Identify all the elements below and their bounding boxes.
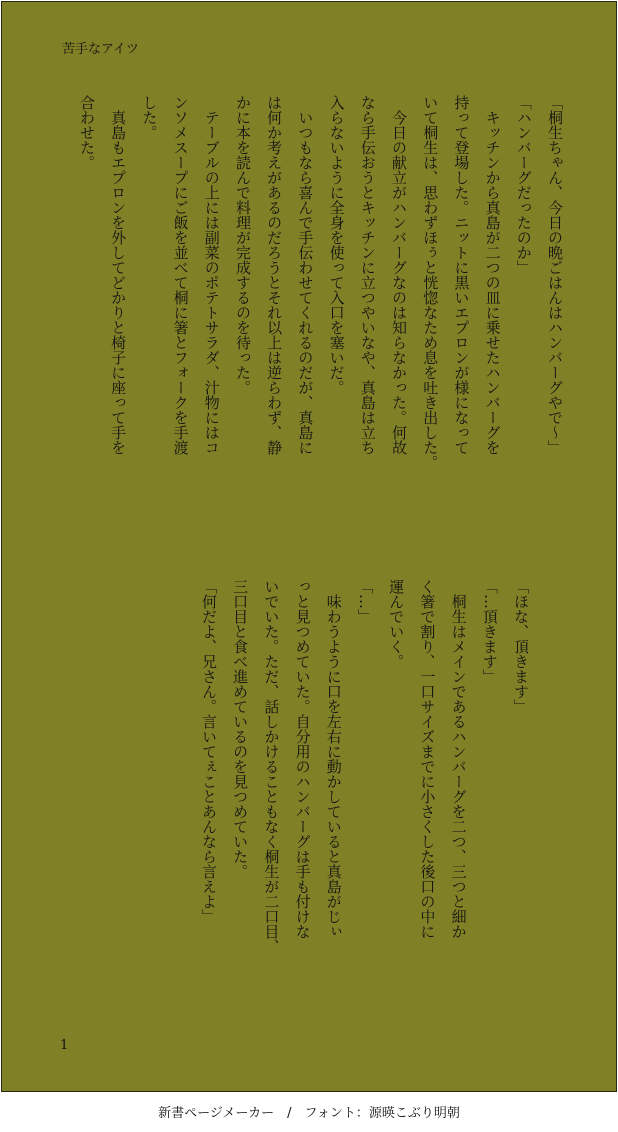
text-line: 「ハンバーグだったのか」 [514,95,533,275]
text-line: いでいた。ただ、話しかけることもなく桐生が二口目、 [262,579,281,954]
text-line: 真島もエプロンを外してどかりと椅子に座って手を [109,95,128,455]
lower-text-block [193,579,536,999]
text-line: っと見つめていた。自分用のハンバーグは手も付けな [293,579,312,939]
text-line: 「…頂きます」 [480,579,499,684]
text-line: いつもなら喜んで手伝わせてくれるのだが、真島に [296,95,315,455]
text-line: 今日の献立がハンバーグなのは知らなかった。何故 [389,95,408,455]
book-page [1,1,617,1092]
text-line: 「…」 [355,579,374,624]
text-line: いて桐生は、思わずほぅと恍惚なため息を吐き出した。 [421,95,440,470]
text-line: 「ほな、頂きます」 [512,579,530,714]
text-line: 「桐生ちゃん、今日の晩ごはんはハンバーグやで〜」 [546,95,564,455]
footer-credit: 新書ページメーカー / フォント：源暎こぶり明朝 [158,1106,460,1121]
text-line: く箸で割り、一口サイズまでに小さくした後口の中に [418,579,437,939]
text-line: 入らないように全身を使って入口を塞いだ。 [327,95,346,395]
text-line: ンソメスープにご飯を並べて桐に箸とフォークを手渡 [171,95,190,455]
text-line: テーブルの上には副菜のポテトサラダ、汁物にはコ [202,95,221,455]
upper-text-block [71,95,570,557]
text-line: 「何だよ、兄さん。言いてぇことあんなら言えよ」 [199,579,218,924]
text-line: 三口目と食べ進めているのを見つめていた。 [231,579,250,879]
running-header-title: 苦手なアイツ [62,42,139,57]
text-line: かに本を読んで料理が完成するのを待った。 [233,95,252,395]
text-line: 運んでいく。 [387,579,406,669]
text-line: 持って登場した。ニットに黒いエプロンが様になって [452,95,471,455]
text-line: した。 [140,95,159,140]
text-line: なら手伝おうとキッチンに立つやいなや、真島は立ち [358,95,377,455]
text-line: 合わせた。 [77,95,96,170]
page-number: 1 [60,1038,69,1053]
text-line: 味わうように口を左右に動かしていると真島がじぃ [324,579,343,939]
text-line: 桐生はメインであるハンバーグを二つ、三つと細か [449,579,468,939]
text-line: は何か考えがあるのだろうとそれ以上は逆らわず、静 [265,95,284,455]
text-line: キッチンから真島が二つの皿に乗せたハンバーグを [483,95,502,455]
